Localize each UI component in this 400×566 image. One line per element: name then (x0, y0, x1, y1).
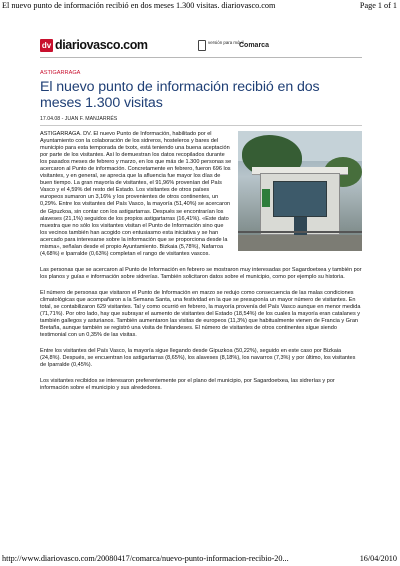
masthead-divider (40, 57, 362, 58)
photo-railing (238, 231, 362, 233)
mobile-phone-icon[interactable] (198, 40, 206, 51)
photo-ground (238, 235, 362, 251)
diariovasco-logo-icon[interactable]: dv (41, 41, 52, 50)
article-paragraph: Los visitantes recibidos se interesaron preferentemente por el plano del municipio, por Sagardoetxea, las sidrerías y por información sobre el municipio y sus alrededores. (40, 378, 335, 392)
article-kicker[interactable]: ASTIGARRAGA (40, 70, 81, 76)
article-paragraph: Entre los visitantes del País Vasco, la mayoría sigue llegando desde Gipuzkoa (50,22%), seguido en este caso por Bizkaia (24,8%). Después, se encuentran los astigartarras (8,65%), los alaveses (8,18%), los navarros (7,3%) y por último, los visitantes de Iparralde (0,45%). (40, 348, 356, 369)
mobile-version-link[interactable]: versión para móvil (208, 40, 244, 45)
article-paragraph: Las personas que se acercaron al Punto de Información en febrero se mostraron muy interesadas por Sagardoetxea y también por los planos y guías e información sobre sidrerías. También solicitaron datos sobre el municipio, como por ejemplo su historia. (40, 266, 362, 280)
print-footer (0, 553, 400, 565)
site-masthead (40, 38, 362, 54)
print-date: 16/04/2010 (359, 554, 397, 563)
article-headline: El nuevo punto de información recibió en dos meses 1.300 visitas (40, 79, 320, 111)
article-paragraph: El número de personas que visitaron el Punto de Información en marzo se redujo como consecuencia de las malas condiciones climatológicas que acompañaron a la Semana Santa, una festividad en la que se presuponía un mayor número de visitantes. En total, se contabilizaron 629 visitantes. Tal y como ocurrió en febrero, la mayoría provenía del País Vasco aunque en menor medida (71,71%). Por otro lado, hay que subrayar el aumento de visitantes del Estado (18,54%) de los cuales la mayoría eran catalanes y también gallegos y asturianos. También aumentaron las visitas de europeos (11,3%) que habitualmente vienen de Francia y Gran Bretaña, aunque también se registró una visita de finlandeses. El número de visitantes de otros continentes sigue siendo testimonial con un 0,35% de las visitas. (40, 289, 361, 339)
print-page-number: Page 1 of 1 (359, 1, 397, 10)
print-page-title: El nuevo punto de información recibió en dos meses 1.300 visitas. diariovasco.com (2, 1, 276, 10)
photo-booth-window (273, 181, 327, 217)
print-header (0, 0, 400, 12)
print-page-url: http://www.diariovasco.com/20080417/comarca/nuevo-punto-informacion-recibio-20... (2, 554, 289, 563)
article-photo (238, 131, 362, 251)
article (40, 70, 362, 402)
article-byline: 17.04.08 - JUAN F. MANJARRÉS (40, 116, 118, 122)
section-name[interactable]: Comarca (239, 42, 269, 49)
site-name-logo[interactable]: diariovasco.com (55, 38, 148, 52)
photo-sign (262, 189, 270, 207)
article-paragraph: ASTIGARRAGA. DV. El nuevo Punto de Información, habilitado por el Ayuntamiento con la colaboración de los sidreros, hosteleros y bares del municipio para esta temporada de txotx, está teniendo una buena aceptación por parte de los visitantes. Así lo demuestran los datos recopilados durante los pasados meses de febrero y marzo, en los que más de 1.300 personas se acercaron al Punto de información. Concretamente en febrero, fueron 696 los visitantes, y en general, se aprecia que la afluencia fue mayor los días de buen tiempo. La gran mayoría de visitantes, el 91,96% provenían del País Vasco y el 4,59% del resto del Estado. Los visitantes de otros países europeos sumaron un 3,16% y los provenientes de otros continentes, un 0,29%. Entre los visitantes del País Vasco, la mayoría (51,40%) se acercaron de Gipuzkoa, sin contar con los astigartarras. Después se encontrarían los alaveses (21,1%) seguidos de los propios astigartarras (16,41%). «Este dato muestra que no sólo los visitantes visitan el Punto de Información sino que los vecinos también han acogido con entusiasmo esta iniciativa y se han acercado para interesarse sobre la información que se proporciona desde la misma», señalan desde el propio Ayuntamiento. Bizkaia (5,78%), Nafarroa (4,68%) e Iparralde (0,63%) completan el rango de visitantes vascos. (40, 131, 232, 257)
byline-divider (40, 125, 362, 126)
